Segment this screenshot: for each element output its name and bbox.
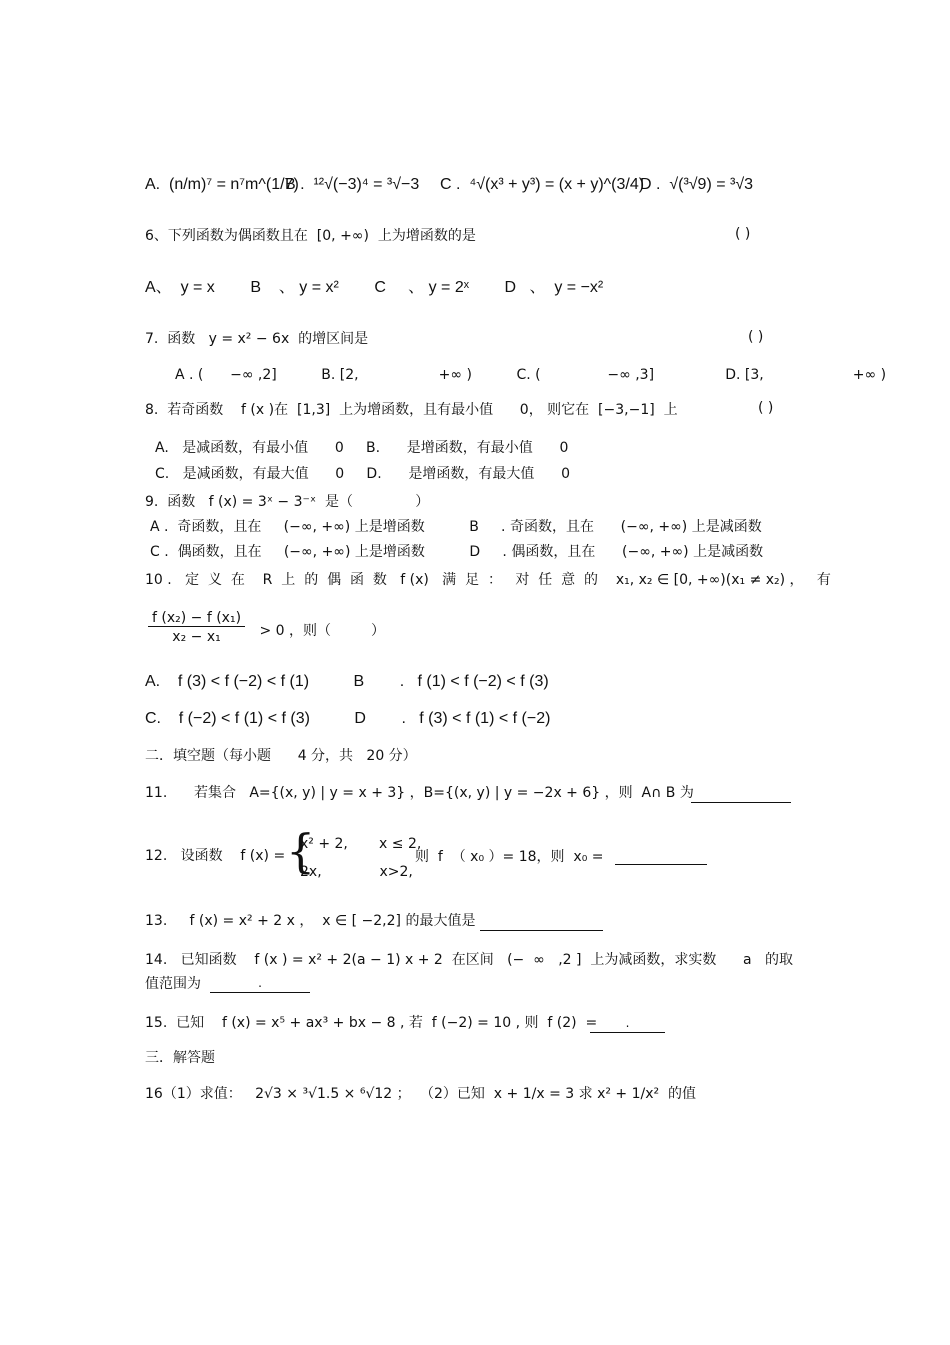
q12-brace: { [286,824,316,878]
q14-answer-blank[interactable]: . [210,976,310,993]
q6-stem: 6、下列函数为偶函数且在 [0, +∞) 上为增函数的是 [145,228,476,244]
q15-text: 15. 已知 f (x) = x⁵ + ax³ + bx − 8 , 若 f (−2) = 10 , 则 f (2) = [145,1015,598,1031]
q6-answer-paren: ( ) [735,226,751,242]
q5-option-b: B . ¹²√(−3)⁴ = ³√−3 [285,176,420,193]
q12-prefix: 12. 设函数 f (x) = [145,848,286,864]
q10-options-cd: C. f (−2) < f (1) < f (3) D . f (3) < f (1) < f (−2) [145,710,551,727]
q11-text: 11. 若集合 A={(x, y) | y = x + 3} ，B={(x, y) | y = −2x + 6} ，则 A∩ B 为 [145,785,694,801]
q13-answer-blank[interactable] [480,914,603,931]
q14-line-1: 14. 已知函数 f (x ) = x² + 2(a − 1) x + 2 在区间 (− ∞ ,2 ] 上为减函数，求实数 a 的取 [145,952,793,968]
q10-fraction-denominator: x₂ − x₁ [172,629,221,645]
q6-options: A、 y = x B 、 y = x² C 、 y = 2ˣ D 、 y = −x² [145,279,604,296]
q16-part-1: 16（1）求值： 2√3 × ³√1.5 × ⁶√12 ； [145,1086,411,1102]
q10-stem: 10 . 定 义 在 R 上 的 偶 函 数 f (x) 满 足 ： 对 任 意 的 x₁, x₂ ∈ [0, +∞)(x₁ ≠ x₂) ， 有 [145,572,831,588]
q13-text: 13. f (x) = x² + 2 x ， x ∈ [ −2,2] 的最大值是 [145,913,476,929]
q15-answer-blank[interactable]: . [590,1016,665,1033]
section-fill-in-heading: 二．填空题（每小题 4 分，共 20 分） [145,748,417,764]
q16-part-2: （2）已知 x + 1/x = 3 求 x² + 1/x² 的值 [420,1086,697,1102]
q10-fraction-numerator: f (x₂) − f (x₁) [148,610,245,627]
q12-case-2: 2x, x>2, [300,864,413,880]
q10-options-ab: A. f (3) < f (−2) < f (1) B . f (1) < f (−2) < f (3) [145,673,549,690]
q12-case-1: x² + 2, x ≤ 2, [300,836,422,852]
q9-options-cd: C . 偶函数，且在 (−∞, +∞) 上是增函数 D . 偶函数，且在 (−∞, +∞) 上是减函数 [150,544,764,560]
q7-stem: 7. 函数 y = x² − 6x 的增区间是 [145,331,369,347]
q8-answer-paren: ( ) [758,400,774,416]
q7-answer-paren: ( ) [748,329,764,345]
q12-tail: 则 f （ x₀ ）= 18，则 x₀ = [415,849,608,865]
q11-answer-blank[interactable] [691,786,791,803]
q5-option-c: C . ⁴√(x³ + y³) = (x + y)^(3/4) [440,176,645,193]
q9-options-ab: A . 奇函数，且在 (−∞, +∞) 上是增函数 B . 奇函数，且在 (−∞, +∞) 上是减函数 [150,519,762,535]
q7-options: A . ( −∞ ,2] B. [2, +∞ ) C. ( −∞ ,3] D. [3, +∞ ) [175,367,887,383]
section-solve-heading: 三．解答题 [145,1050,215,1066]
q10-fraction-tail: > 0 ，则（ ） [255,623,386,639]
q14-line-2: 值范围为 [145,976,201,992]
q12-answer-blank[interactable] [615,848,707,865]
q8-options-ab: A. 是减函数，有最小值 0 B. 是增函数，有最小值 0 [155,440,569,456]
q5-option-d: D . √(³√9) = ³√3 [640,176,754,193]
q8-options-cd: C. 是减函数，有最大值 0 D. 是增函数，有最大值 0 [155,466,570,482]
q8-stem: 8. 若奇函数 f (x )在 [1,3] 上为增函数，且有最小值 0， 则它在 [−3,−1] 上 [145,402,678,418]
q5-option-a: A. (n/m)⁷ = n⁷m^(1/7) [145,176,299,193]
q9-stem: 9. 函数 f (x) = 3ˣ − 3⁻ˣ 是（ ） [145,494,430,510]
q10-fraction [148,610,245,645]
